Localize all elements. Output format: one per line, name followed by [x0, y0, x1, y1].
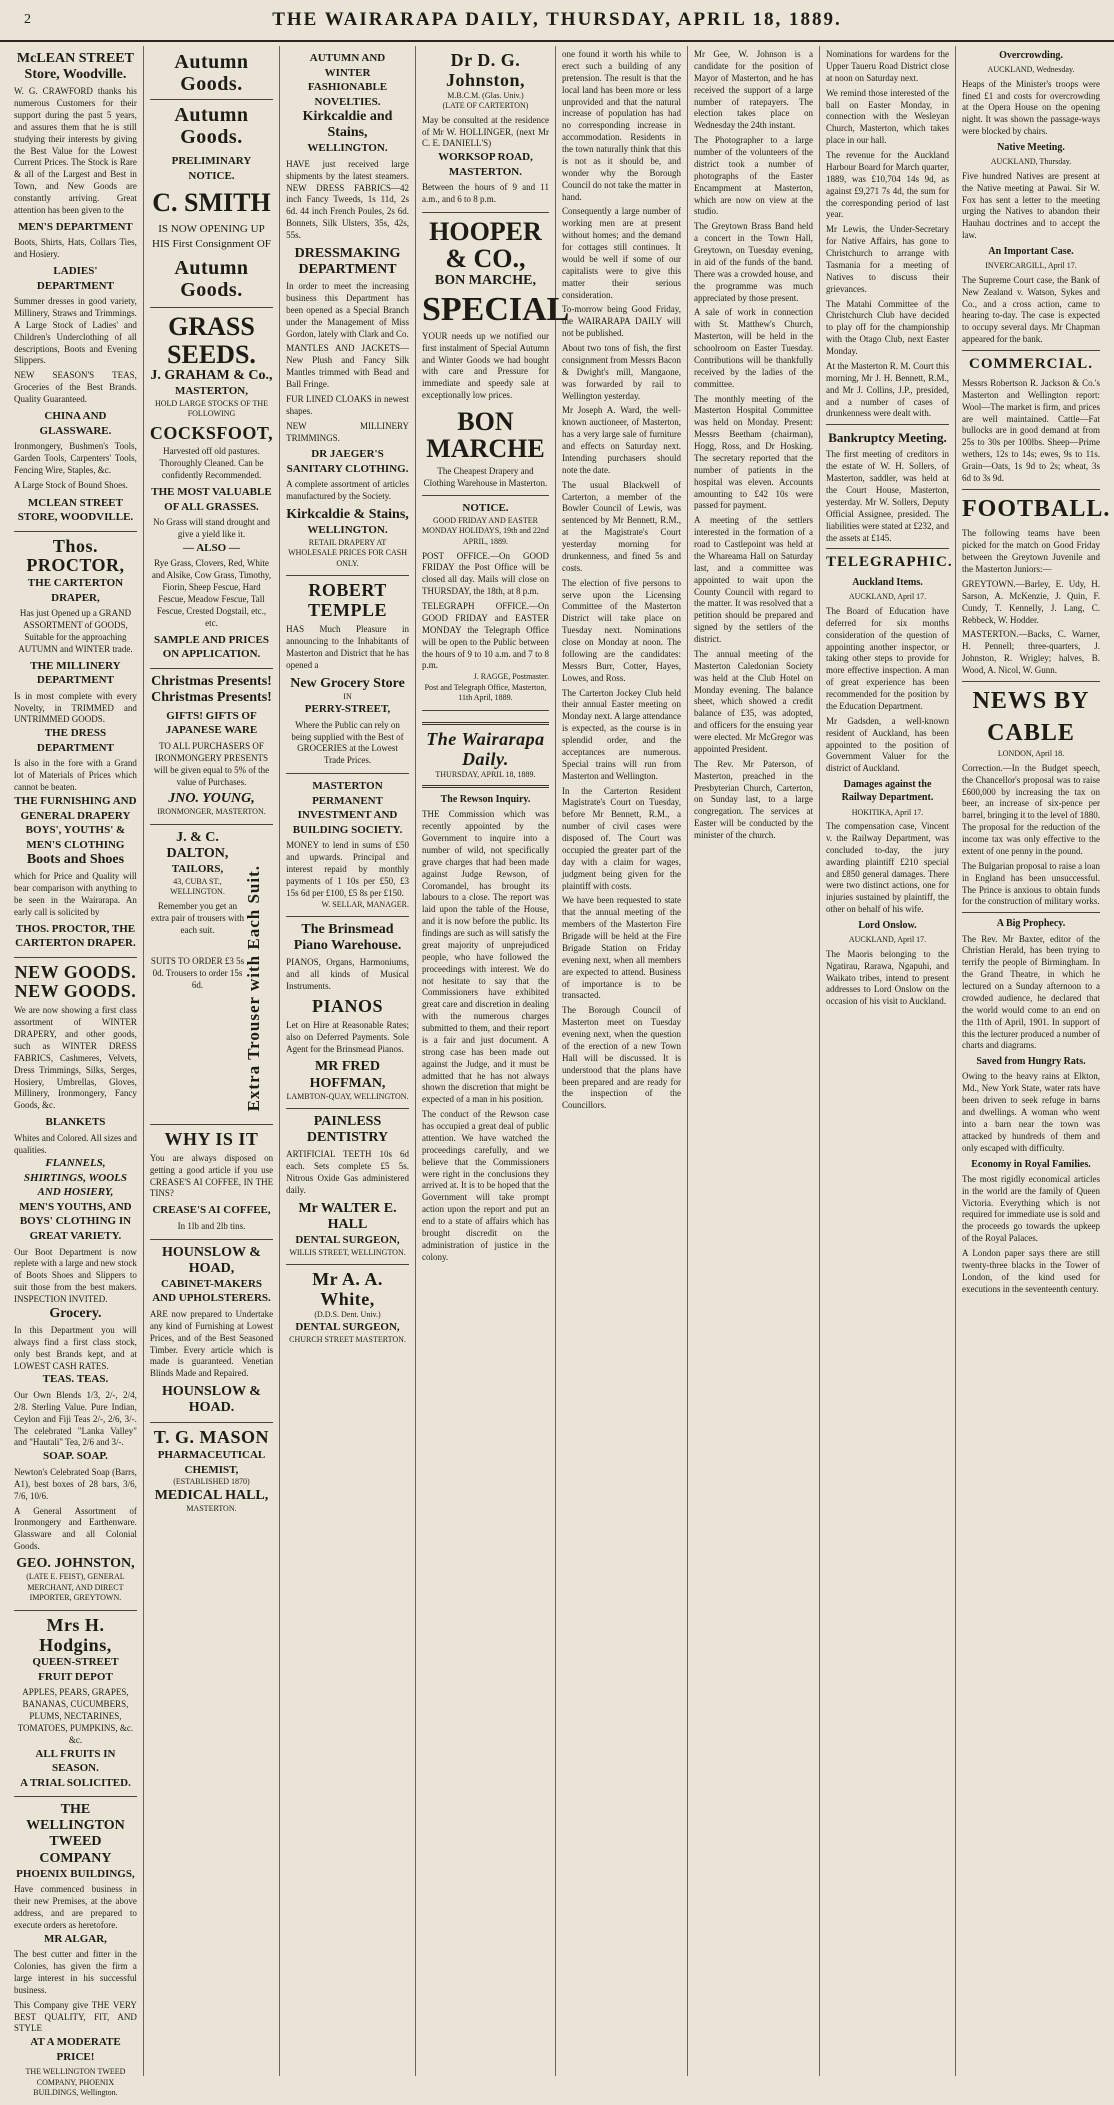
editorial-section	[422, 711, 549, 1264]
article-body: The annual meeting of the Masterton Caledonian Society was held at the Club Hotel on Monday evening. The balance sheet, which showed a credit balance of £35, was adopted, and officers for the ensuing year were elected. Mr McGregor was appointed President.	[693, 648, 813, 754]
temple-ad	[286, 576, 409, 774]
divider	[962, 681, 1100, 682]
ad-location: LAMBTON-QUAY, WELLINGTON.	[286, 1091, 409, 1101]
dateline: AUCKLAND, Wednesday.	[987, 65, 1075, 75]
ad-title: HOUNSLOW & HOAD,	[162, 1244, 261, 1276]
smith-ad	[150, 46, 273, 308]
article-body: A meeting of the settlers interested in the formation of a road to Castlepoint was held at the Whareama Hall on Saturday last, and a committee was appointed to wait upon the County Council with regard to the matter. It was resolved that a petition should be prepared and signed by the settlers of the district.	[693, 515, 813, 644]
ad-location: MASTERTON,	[174, 385, 249, 398]
page-number: 2	[24, 12, 31, 27]
paper-title: The Wairarapa Daily.	[426, 728, 545, 769]
section-title: NEWS BY CABLE	[972, 687, 1090, 746]
ad-location: 43, CUBA ST., WELLINGTON.	[170, 876, 225, 897]
article-body: Nominations for wardens for the Upper Taueru Road District close at noon on Saturday next.	[826, 49, 949, 83]
ad-heading: FLANNELS, SHIRTINGS, WOOLS AND HOSIERY,	[23, 1157, 127, 1199]
ad-body: A General Assortment of Ironmongery and Earthenware. Glassware and all Colonial Goods.	[14, 1505, 137, 1552]
ad-heading: SPECIAL	[421, 290, 570, 328]
ad-body: APPLES, PEARS, GRAPES, BANANAS, CUCUMBERS, PLUMS, NECTARINES, TOMATOES, PUMPKINS, &c. &c.	[17, 1687, 134, 1745]
ad-footer: BON MARCHE	[426, 407, 545, 464]
article-body: Correction.—In the Budget speech, the Chancellor's proposal was to raise £600,000 by increasing the tax on beer, an increase of six-pence per barrel, bringing it to the level of 1880. The proposal for the reduction of the income tax was only effective to the extent of one penny in the pound.	[962, 762, 1100, 856]
ad-heading: PIANOS	[312, 996, 384, 1017]
ad-body: YOUR needs up we notified our first instalment of Special Autumn and Winter Goods we had bought with care and Pressure for immediate and speedy sale at exceptionally low prices.	[421, 330, 549, 401]
post-office-notice	[422, 496, 549, 711]
ad-signature: MR FRED HOFFMAN,	[309, 1059, 386, 1091]
ad-body: A Large Stock of Bound Shoes.	[14, 479, 128, 490]
ad-body: In 1lb and 2lb tins.	[177, 1220, 246, 1231]
ad-signature: GEO. JOHNSTON,	[16, 1556, 135, 1571]
article-body: The Supreme Court case, the Bank of New Zealand v. Watson, Sykes and Co., and a cross action, came to hearing to-day. The case is expected to occupy several days. Mr Chapman appeared for the bank.	[962, 274, 1100, 345]
article-body: Mr Gee, W. Johnson is a candidate for the position of Mayor of Masterton, and he has received the support of a large number of ratepayers. The election takes place on Wednesday the 24th instant.	[693, 49, 813, 131]
ad-title: GRASS SEEDS.	[167, 312, 256, 369]
article-body: The Carterton Jockey Club held their annual Easter meeting on Monday next. A large attendance is expected, as the course is in splendid order, and the acceptances are numerous. Special trains will run from Masterton and Wellington.	[561, 687, 681, 781]
ad-title: PAINLESS DENTISTRY	[306, 1114, 389, 1146]
ad-body: FUR LINED CLOAKS in newest shapes.	[286, 393, 409, 416]
notice-body: GOOD FRIDAY AND EASTER MONDAY HOLIDAYS, 19th and 22nd APRIL, 1889.	[422, 515, 549, 546]
article-body: The Matahi Committee of the Christchurch Club have decided to play off for the championship with the Otago Club, next Easter Monday.	[826, 298, 949, 356]
ad-heading: TEAS. TEAS.	[42, 1373, 109, 1386]
article-body: The Maoris belonging to the Ngatirau, Rarawa, Ngapuhi, and Waikato tribes, intend to present addresses to Lord Onslow on the occasion of his visit to Auckland.	[826, 948, 949, 1007]
article-body: Mr Gadsden, a well-known resident of Auckland, has been appointed to the position of Government Valuer for the district of Auckland.	[826, 715, 949, 774]
ad-title: Autumn Goods.	[174, 104, 249, 148]
article-body: We remind those interested of the ball on Easter Monday, in connection with the Wesleyan Church, Masterton, which takes place in our hall.	[826, 87, 949, 146]
ad-signature: Mr WALTER E. HALL	[298, 1200, 397, 1232]
dateline: AUCKLAND, Thursday.	[990, 157, 1072, 167]
divider	[826, 548, 949, 549]
ad-body: A complete assortment of articles manufactured by the Society.	[286, 479, 409, 502]
ad-footer: SAMPLE AND PRICES ON APPLICATION.	[154, 633, 269, 661]
ad-title: Autumn Goods.	[174, 51, 249, 95]
ad-body: Newton's Celebrated Soap (Barrs, A1), best boxes of 28 bars, 3/6, 7/6, 10/6.	[14, 1466, 137, 1501]
ad-body: W. G. CRAWFORD thanks his numerous Customers for their support during the past 5 years, and assures them that he is still studying their interests by giving the Best Value for the Lowest Current Prices. The Stock is Rare & all of the Largest and Best in Town, and New Goods are constantly arriving. Great attention has been given to the	[14, 86, 137, 215]
divider	[962, 912, 1100, 913]
dalton-ad	[150, 825, 273, 1125]
ad-title: Christmas Presents!	[151, 673, 272, 689]
crease-ad	[150, 1125, 273, 1240]
ad-signature-sub: IRONMONGER, MASTERTON.	[157, 807, 266, 817]
ad-heading: Boots and Shoes	[26, 852, 125, 868]
ad-body: Our Boot Department is now replete with a large and new stock of Boots Shoes and Slippers to suit those from the best makers. INSPECTION INVITED.	[14, 1246, 137, 1304]
article-title: The Rewson Inquiry.	[440, 794, 531, 806]
column-3	[280, 46, 416, 2076]
article-body: The following teams have been picked for the match on Good Friday between the Greytown Juvenile and the Masterton Juniors:—	[962, 528, 1100, 575]
ad-heading: THE MOST VALUABLE OF ALL GRASSES.	[151, 486, 272, 513]
ad-body: Remember you get an extra pair of trousers with each suit.	[150, 900, 244, 935]
article-title: Economy in Royal Families.	[971, 1158, 1091, 1170]
column-5	[556, 46, 688, 2076]
ad-body: ARE now prepared to Undertake any kind of Furnishing at Lowest Prices, and of the Best Seasoned Timber. Every article which is made is guaranteed. Venetian Blinds Made and Repaired.	[149, 1308, 274, 1379]
hooper-ad	[421, 213, 570, 496]
ad-title: Mrs H. Hodgins,	[39, 1614, 112, 1655]
article-body: The Rev. Mr Baxter, editor of the Christian Herald, has been trying to terrify the people of Birmingham. In the Grand Theatre, in which he lectured on a Sunday afternoon to a crowded audience, he declared that the world would come to an end on the 11th of April, 1901. In support of this the lecturer produced a number of charts and diagrams.	[962, 933, 1100, 1051]
ad-body: Where the Public can rely on being supplied with the Best of GROCERIES at the Lowest Trade Prices.	[291, 719, 404, 766]
ad-signature-sub: (LATE E. FEIST), GENERAL MERCHANT, AND DIRECT IMPORTER, GREYTOWN.	[26, 1572, 125, 1603]
article-body: At the Masterton R. M. Court this morning, Mr J. H. Bennett, R.M., and Mr J. Collins, J.P., presided, and a number of cases of drunkenness were dealt with.	[826, 360, 949, 419]
ad-subtitle: PRELIMINARY NOTICE.	[171, 155, 252, 182]
section-title: COMMERCIAL.	[969, 356, 1093, 373]
ad-title: Kirkcaldie and Stains,	[302, 109, 393, 141]
ad-footer: THE WELLINGTON TWEED COMPANY, PHOENIX BUILDINGS, Wellington.	[25, 2067, 126, 2098]
article-body: The Borough Council of Masterton meet on Tuesday evening next, when the question of the erection of a new Town Hall will be discussed. It is understood that the plans have been prepared and are ready for the inspection of the Councillors.	[561, 1005, 681, 1111]
notice-body: TELEGRAPH OFFICE.—On GOOD FRIDAY and EASTER MONDAY the Telegraph Office will be open to the Public between the hours of 9 to 10 a.m. and 7 to 8 p.m.	[421, 601, 549, 671]
ad-body: NEW MILLINERY TRIMMINGS.	[286, 420, 409, 443]
proctor-ad	[14, 532, 137, 958]
dateline: INVERCARGILL, April 17.	[985, 261, 1077, 271]
article-body: A London paper says there are still twenty-three blacks in the Tower of London, of the kind used for executions in the seventeenth century.	[962, 1248, 1100, 1294]
masthead-title: THE WAIRARAPA DAILY, THURSDAY, APRIL 18, 1889.	[272, 9, 842, 30]
columns	[8, 46, 1111, 2098]
article-body: Consequently a large number of working men are at present without homes; and the demand for cottages still continues. It would be well if some of our capitalists were to give this matter their serious consideration.	[561, 206, 681, 300]
ad-side-banner: Extra Trouser with Each Suit.	[243, 865, 263, 1112]
crawford-ad	[14, 46, 137, 532]
ad-body: May be consulted at the residence of Mr W. HOLLINGER, (next Mr C. E. DANIELL'S)	[421, 114, 549, 149]
article-title: Saved from Hungry Rats.	[976, 1056, 1086, 1068]
article-body: The most rigidly economical articles in the world are the family of Queen Victoria. Everything which is not required for immediate use is sold and the proceeds go towards the upkeep of the Royal Palaces.	[962, 1173, 1100, 1244]
ad-late: (LATE OF CARTERTON)	[442, 101, 529, 111]
ad-body: No Grass will stand drought and give a yield like it.	[153, 517, 270, 539]
article-body: The monthly meeting of the Masterton Hospital Committee was held on Monday. Present: Messrs Beetham (chairman), Hogg, Ross, and Dr Hosking. The secretary reported that the number of patients in the hospital was eleven. Accounts amounting to £42 10s were passed for payment.	[693, 393, 813, 511]
johnston-doctor-ad	[422, 46, 549, 213]
ad-heading: COCKSFOOT,	[149, 422, 274, 443]
article-body: Five hundred Natives are present at the Native meeting at Pawai. Sir W. Fox has sent a letter to the meeting urging the Natives to abandon their Hauhau doctrines and to accept the law.	[962, 170, 1100, 241]
article-body: Mr Joseph A. Ward, the well-known auctioneer, of Masterton, has a very large sale of furniture and effects on Saturday next. Intending purchasers should note the date.	[561, 405, 681, 475]
column-4	[416, 46, 570, 2076]
dateline: AUCKLAND, April 17.	[848, 592, 927, 602]
johnston-ad	[14, 958, 137, 1611]
column-6	[688, 46, 820, 2076]
ad-location: CHURCH STREET MASTERTON.	[289, 1334, 406, 1344]
article-body: Mr Lewis, the Under-Secretary for Native Affairs, has gone to Christchurch to arrange with Tasmania for a meeting of Natives to discuss their grievances.	[826, 224, 949, 294]
ad-heading: BLANKETS	[45, 1116, 106, 1129]
ad-body: Harvested off old pastures. Thoroughly Cleaned. Can be confidently Recommended.	[159, 446, 264, 481]
ad-body: Have commenced business in their new Premises, at the above address, and are prepared to execute orders as heretofore.	[14, 1884, 137, 1930]
ad-title: Dr D. G. Johnston,	[445, 50, 525, 90]
ad-title: J. & C. DALTON,	[166, 830, 229, 862]
ad-body: Let on Hire at Reasonable Rates; also on Deferred Payments. Sole Agent for the Brinsmead Pianos.	[286, 1019, 409, 1054]
ad-body: PIANOS, Organs, Harmoniums, and all kinds of Musical Instruments.	[286, 957, 409, 992]
ad-body: Boots, Shirts, Hats, Collars Ties, and Hosiery.	[14, 237, 137, 260]
ad-established: (ESTABLISHED 1870)	[173, 1477, 250, 1487]
article-body: About two tons of fish, the first consignment from Messrs Bacon & Dwight's mill, Mangaone, was forwarded by rail to Wellington yesterday.	[561, 343, 681, 401]
article-body: We have been requested to state that the annual meeting of the members of the Masterton Fire Brigade will be held at the Fire Brigade Station on Friday evening next, when all members are expected to attend. Business of importance is to be transacted.	[561, 895, 681, 1001]
ad-title: Thos. PROCTOR,	[26, 535, 125, 576]
article-body: The election of five persons to serve upon the Licensing Committee of the Masterton District will take place on Tuesday next. Nominations close on Monday at noon. The following are the candidates: Messrs Burr, Cotter, Hayes, Lowes, and Ross.	[561, 577, 681, 683]
article-body: The revenue for the Auckland Harbour Board for March quarter, 1889, was £10,704 14s 9d, as against £9,271 7s 4d, the sum for the corresponding period of last year.	[826, 150, 949, 220]
ad-body: Is in most complete with every Novelty, in TRIMMED and UNTRIMMED GOODS.	[14, 690, 137, 725]
ad-body: HAS Much Pleasure in announcing to the Inhabitants of Masterton and District that he has opened a	[286, 624, 409, 670]
divider	[150, 99, 273, 100]
ad-title: NEW GOODS. NEW GOODS.	[14, 961, 137, 1002]
ad-heading: Grocery.	[49, 1305, 102, 1321]
article-title: An Important Case.	[988, 246, 1074, 258]
article-body: To-morrow being Good Friday, the WAIRARAPA DAILY will not be published.	[561, 304, 681, 339]
ad-title: T. G. MASON	[153, 1427, 270, 1448]
ad-signature: JNO. YOUNG,	[168, 791, 255, 807]
ad-title: HOOPER & CO.,	[429, 217, 542, 274]
ad-footer: ALL FRUITS IN SEASON.	[35, 1747, 116, 1775]
notice-location: Post and Telegraph Office, Masterton, 11th April, 1889.	[424, 682, 547, 703]
ad-heading: New Grocery Store	[290, 675, 405, 691]
article-body: The Photographer to a large number of the volunteers of the district took a number of photographs of the Easter Encampment at Masterton, which are now on view at the studio.	[693, 135, 813, 217]
ad-location: WORKSOP ROAD, MASTERTON.	[438, 151, 533, 178]
ad-body: In this Department you will always find a first class stock, only best Brands kept, and at LOWEST CASH RATES.	[14, 1324, 137, 1371]
article-body: GREYTOWN.—Barley, E. Udy, H. Sarson, A. McKenzie, J. Quin, F. Cundy, T. Kennelly, J. Lang, C. Rebbeck, W. Hodder.	[962, 578, 1100, 625]
brinsmead-ad	[286, 917, 409, 1109]
article-body: The conduct of the Rewson case has occupied a great deal of public attention. We have watched the proceedings carefully, and we believe that the Commissioners were right in the conclusions they arrived at. It is to be hoped that the Government will take prompt action upon the report and put an end to a state of affairs which has brought discredit on the administration of justice in the colony.	[421, 1109, 549, 1262]
ad-heading: MEN'S DEPARTMENT	[18, 220, 133, 233]
ad-heading: CREASE'S AI COFFEE,	[152, 1204, 271, 1217]
article-body: Messrs Robertson R. Jackson & Co.'s Masterton and Wellington report: Wool—The market is firm, and prices are well maintained. Cattle—Fat bullocks are in good demand at from 25s to 30s per 100lbs. Sheep—Prime wethers, 12s to 14s; ewes, 9s to 11s. Grain—Oats, 1s 9d to 2s; wheat, 3s 6d to 3s 9d.	[962, 377, 1100, 483]
section-title: TELEGRAPHIC.	[826, 554, 953, 571]
ad-heading: MEDICAL HALL,	[154, 1487, 269, 1503]
article-body: The usual Blackwell of Carterton, a member of the Bowler Council of Lewis, was sentenced by Mr Bennett, R.M., at the Magistrate's Court yesterday morning for drunkenness, and fined 5s and costs.	[561, 479, 681, 573]
article-body: MASTERTON.—Backs, C. Warner, H. Pennell; three-quarters, J. Johnston, R. Wrigley; halves, B. Wood, A. Nicol, W. Gunn.	[962, 629, 1100, 676]
ad-body: We are now showing a first class assortment of WINTER DRAPERY, and other goods, such as WINTER DRESS FABRICS, Cashmeres, Velvets, Dress Trimmings, Silks, Serges, Hosiery, Umbrellas, Gloves, Millinery, Ironmongery, Fancy Goods, &c.	[14, 1005, 137, 1111]
ad-body: Our Own Blends 1/3, 2/-, 2/4, 2/8. Sterling Value. Pure Indian, Ceylon and Fiji Teas 2/-, 2/6, 3/-. The celebrated "Lanka Valley" and "Hautali" Tea, 2/6 and 3/-.	[14, 1389, 137, 1448]
ad-body: Is also in the fore with a Grand lot of Materials of Prices which cannot be beaten.	[14, 758, 137, 793]
dateline: HOKITIKA, April 17.	[851, 807, 924, 817]
hodgins-ad	[14, 1611, 137, 1798]
masthead	[0, 0, 1114, 42]
ad-body: Whites and Colored. All sizes and qualities.	[14, 1132, 137, 1155]
ad-heading: — ALSO —	[183, 541, 240, 554]
column-1	[8, 46, 144, 2098]
ad-heading: LADIES' DEPARTMENT	[36, 265, 114, 292]
hall-dentist-ad	[286, 1109, 409, 1265]
article-body: The Bulgarian proposal to raise a loan in England has been unsuccessful. The Prince is anxious to obtain funds for the construction of military works.	[962, 860, 1100, 907]
young-ad	[150, 669, 273, 825]
dateline: LONDON, April 18.	[997, 749, 1065, 759]
ad-title: ROBERT TEMPLE	[308, 580, 388, 621]
ad-footer: A TRIAL SOLICITED.	[20, 1776, 131, 1789]
ad-heading: DR JAEGER'S SANITARY CLOTHING.	[286, 448, 409, 475]
ad-signature: THOS. PROCTOR, THE CARTERTON DRAPER.	[15, 922, 136, 950]
ad-title: Autumn Goods.	[174, 257, 249, 302]
ad-body: NEW SEASON'S TEAS, Groceries of the Best Brands. Quality Guaranteed.	[14, 370, 137, 405]
ad-body: which for Price and Quality will bear comparison with anything to be seen in the Wairarapa. An early call is solicited by	[14, 871, 137, 917]
ad-body: Between the hours of 9 and 11 a.m., and 6 to 8 p.m.	[421, 182, 549, 205]
ad-location: PERRY-STREET,	[304, 703, 391, 716]
ad-subtitle: PHARMACEUTICAL CHEMIST,	[157, 1449, 266, 1476]
ad-body: Summer dresses in good variety, Millinery, Straws and Trimmings. A Large Stock of Ladies' and Children's Underclothing of all descriptions, Boots and Evening Slippers.	[14, 296, 137, 366]
divider	[422, 722, 549, 725]
article-body: In the Carterton Resident Magistrate's Court on Tuesday, before Mr Bennett, R.M., a number of civil cases were disposed of. The Court was occupied the greater part of the day with a claim for wages, judgment being given for the plaintiff with costs.	[561, 785, 681, 891]
ad-heading: THE FURNISHING AND GENERAL DRAPERY	[14, 794, 137, 822]
ad-footer: Kirkcaldie & Stains,	[286, 507, 409, 523]
article-body: A sale of work in connection with St. Matthew's Church, Masterton, will be held in the schoolroom on Easter Tuesday. Contributions will be thankfully received by the ladies of the committee.	[693, 307, 813, 389]
ad-degree: (D.D.S. Dent. Univ.)	[314, 1309, 381, 1319]
divider	[962, 489, 1100, 490]
notice-body: POST OFFICE.—On GOOD FRIDAY the Post Office will be closed all day. Mails will close on THURSDAY, the 18th, at 8 p.m.	[421, 550, 549, 597]
ad-heading: CHINA AND GLASSWARE.	[39, 409, 112, 437]
ad-heading: GIFTS! GIFTS OF JAPANESE WARE	[165, 709, 258, 737]
ad-subtitle: QUEEN-STREET FRUIT DEPOT	[32, 1656, 119, 1683]
article-title: Bankruptcy Meeting.	[828, 430, 947, 446]
kirkcaldie-ad	[286, 46, 409, 576]
ad-degree: M.B.C.M. (Glas. Univ.)	[447, 90, 524, 100]
ad-body: HAVE just received large shipments by the latest steamers. NEW DRESS FABRICS—42 inch Fancy Tweeds, 1s 11d, 2s 6d. 44 inch French Poules, 2s 6d. Bonnets, Silk Ulsters, 35s, 42s, 55s.	[286, 158, 409, 241]
ad-title: Christmas Presents!	[151, 689, 272, 705]
article-body: one found it worth his while to erect such a building of any pretension. The result is that the local land has been more or less unprovided and that the natural increase of population has had no corresponding increase in accommodation. Residents in the town naturally think that this is not as it should be, and wonder why the Borough Council do not take the matter in hand.	[561, 49, 681, 202]
ad-body: Has just Opened up a GRAND ASSORTMENT of GOODS, Suitable for the approaching AUTUMN and WINTER trade.	[18, 608, 133, 654]
ad-prices: SUITS TO ORDER £3 5s 0d. Trousers to order 15s 6d.	[150, 956, 245, 991]
column-8	[956, 46, 1111, 2076]
ad-body: You are always disposed on getting a good article if you use CREASE'S AI COFFEE, IN THE TINS?	[149, 1152, 274, 1199]
ad-body: MANTLES AND JACKETS—New Plush and Fancy Silk Mantles trimmed with Bead and Ball Fringe.	[286, 343, 409, 390]
ad-header: AUTUMN AND WINTER FASHIONABLE NOVELTIES.	[307, 52, 388, 108]
article-title: A Big Prophecy.	[996, 918, 1066, 930]
ad-body: The Cheapest Drapery and Clothing Warehouse in Masterton.	[423, 465, 548, 488]
ad-heading: MEN'S YOUTHS, AND BOYS' CLOTHING IN GREAT VARIETY.	[19, 1200, 132, 1242]
ad-title: WHY IS IT	[164, 1129, 259, 1150]
ad-location: WELLINGTON.	[307, 142, 388, 155]
ad-location: WILLIS STREET, WELLINGTON.	[289, 1247, 406, 1257]
ad-subtitle: TAILORS,	[171, 863, 224, 876]
ad-body: Rye Grass, Clovers, Red, White and Alsike, Cow Grass, Timothy, Fiorin, Sheep Fescue, Hard Fescue, Meadow Fescue, Tall Fescue, Crested Dogstail, etc., etc.	[151, 558, 272, 628]
ad-heading: BOYS', YOUTHS' & MEN'S CLOTHING	[25, 824, 126, 851]
article-body: THE Commission which was recently appointed by the Government to inquire into a number of wild, not specifically grave charges that had been made against Judge Rewson, of Coromandel, has brought its labours to a close. The report was laid upon the table of the House, and it is now before the public. Its findings are such as will satisfy the great majority of unprejudiced people, who have followed the proceedings with interest. We do not hesitate to say that the Commissioners have exhibited great care and discretion in dealing with the numerous charges submitted to them, and their report is a fair and just document. A strong case has been made out against the Judge, and it must be admitted that he has not always shown the discretion that might be expected of a man in his position.	[421, 809, 549, 1105]
ad-body: ARTIFICIAL TEETH 10s 6d each. Sets complete £5 5s. Nitrous Oxide Gas administered daily.	[286, 1149, 409, 1195]
article-title: Overcrowding.	[999, 50, 1063, 61]
hounslow-ad	[150, 1240, 273, 1424]
ad-body: RETAIL DRAPERY AT WHOLESALE PRICES FOR CASH ONLY.	[288, 537, 407, 568]
ad-heading: AT A MODERATE PRICE!	[30, 2036, 121, 2063]
ad-in: IN	[343, 691, 352, 701]
article-title: Damages against the Railway Department.	[841, 779, 934, 804]
ad-subtitle: PHOENIX BUILDINGS,	[16, 1867, 135, 1880]
divider	[962, 350, 1100, 351]
ad-subtitle: DENTAL SURGEON,	[295, 1234, 400, 1247]
article-body: Owing to the heavy rains at Elkton, Md., New York State, water rats have been driven to seek refuge in barns and dwellings. A woman who went into a barn near the town was attacked by hundreds of them and only escaped with difficulty.	[962, 1071, 1100, 1153]
dateline: AUCKLAND, April 17.	[848, 935, 927, 945]
article-title: Native Meeting.	[997, 142, 1065, 154]
column-2	[144, 46, 280, 2076]
section-title: FOOTBALL.	[962, 495, 1111, 522]
ad-body: HOLD LARGE STOCKS OF THE FOLLOWING	[154, 398, 268, 419]
notice-title: NOTICE.	[462, 502, 509, 515]
ad-body: MONEY to lend in sums of £50 and upwards. Principal and interest repaid by monthly payments of 1 10s per £50, £3 15s 6d per £100, £5 8s per £150.	[286, 840, 409, 898]
ad-subtitle: THE CARTERTON DRAPER,	[27, 577, 124, 604]
article-title: Auckland Items.	[852, 577, 923, 589]
graham-ad	[150, 308, 273, 668]
article-body: The compensation case, Vincent v. the Railway Department, was concluded to-day, the jury awarding plaintiff £210 special and £850 general damages. There were two distinct actions, one for injuries sustained by plaintiff, the other on behalf of his wife.	[826, 821, 949, 915]
notice-signature: J. RAGGE, Postmaster.	[473, 672, 549, 682]
ad-subtitle: DENTAL SURGEON,	[295, 1321, 400, 1334]
ad-heading: SOAP. SOAP.	[42, 1450, 108, 1463]
ad-heading: THE MILLINERY DEPARTMENT	[30, 659, 121, 687]
article-body: Heaps of the Minister's troops were fined £1 and costs for overcrowding at the Opera House on the opening night. It was shown the passage-ways were blocked by chairs.	[962, 78, 1100, 137]
white-dentist-ad	[286, 1265, 409, 1351]
ad-subtitle: BON MARCHE,	[434, 272, 537, 288]
tweed-company-ad	[14, 1797, 137, 2105]
building-society-ad	[286, 774, 409, 917]
ad-body: Ironmongery, Bushmen's Tools, Garden Tools, Carpenters' Tools, Fencing Wire, Staples, &c.	[14, 441, 137, 475]
ad-body: TO ALL PURCHASERS OF IRONMONGERY PRESENTS will be given equal to 5% of the value of Purchases.	[153, 740, 270, 787]
ad-title: THE WELLINGTON TWEED COMPANY	[26, 1802, 125, 1866]
ad-body: The best cutter and fitter in the Colonies, has given the firm a large interest in his successful business.	[14, 1949, 137, 1995]
article-body: The Greytown Brass Band held a concert in the Town Hall, Greytown, on Tuesday evening, in aid of the funds of the band. There was a crowded house, and the programme was much appreciated by those present.	[693, 221, 813, 303]
ad-subtitle: CABINET-MAKERS AND UPHOLSTERERS.	[152, 1277, 271, 1305]
ad-heading: DRESSMAKING DEPARTMENT	[294, 245, 401, 277]
mason-ad	[150, 1423, 273, 1520]
ad-title: McLEAN STREET Store, Woodville.	[16, 51, 134, 83]
ad-subtitle: J. GRAHAM & Co.,	[150, 367, 273, 383]
ad-heading: THE DRESS DEPARTMENT	[36, 727, 114, 754]
ad-location: WELLINGTON.	[307, 524, 388, 537]
column-7	[820, 46, 956, 2076]
ad-name: C. SMITH	[152, 188, 271, 218]
ad-title: Mr A. A. White,	[312, 1269, 383, 1309]
divider	[826, 424, 949, 425]
ad-footer: MCLEAN STREET STORE, WOODVILLE.	[17, 496, 134, 524]
ad-body: IS NOW OPENING UP HIS First Consignment OF	[152, 223, 271, 250]
article-body: The Rev. Mr Paterson, of Masterton, preached in the Presbyterian Church, Carterton, on Sunday last, to a large congregation. The services at Easter will be conducted by the minister of the church.	[693, 758, 813, 840]
ad-location: MASTERTON.	[186, 1503, 237, 1513]
article-title: Lord Onslow.	[858, 920, 917, 932]
ad-footer: HOUNSLOW & HOAD.	[162, 1384, 261, 1416]
ad-body: In order to meet the increasing business this Department has been opened as a Special Branch under the Management of Miss Gordon, lately with Clark and Co.	[286, 281, 409, 339]
divider	[422, 785, 549, 788]
ad-heading: MR ALGAR,	[43, 1932, 107, 1945]
ad-title: The Brinsmead Piano Warehouse.	[293, 922, 402, 954]
ad-signature: W. SELLAR, MANAGER.	[321, 899, 409, 909]
ad-title: MASTERTON PERMANENT INVESTMENT AND BUILDING SOCIETY.	[292, 780, 403, 836]
article-body: The Board of Education have deferred for six months consideration of the question of appointing another inspector, or taking other steps to provide for more effective inspection. A man of great experience has been recommended for the position by the Education Department.	[826, 605, 949, 711]
ad-body: This Company give THE VERY BEST QUALITY, FIT, AND STYLE	[14, 1999, 137, 2034]
paper-date: THURSDAY, APRIL 18, 1889.	[435, 769, 536, 779]
article-body: The first meeting of creditors in the estate of W. H. Sollers, of Masterton, saddler, was held at the Court House, Masterton, yesterday. Mr W. Sollers, Deputy Official Assignee, presided. The liabilities were stated at £232, and the assets at £145.	[826, 449, 949, 543]
